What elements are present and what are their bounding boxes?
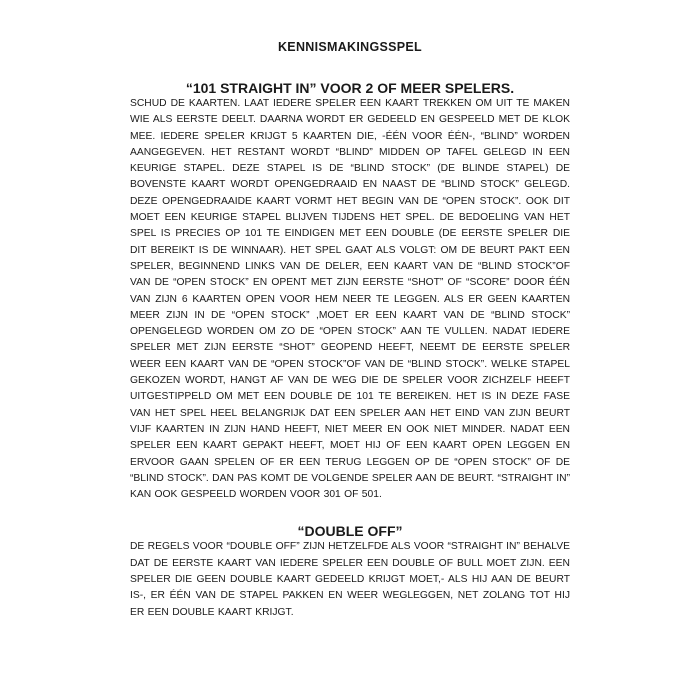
page-title: KENNISMAKINGSSPEL (277, 40, 422, 54)
section-heading-straight-in: “101 STRAIGHT IN” VOOR 2 OF MEER SPELERS. (185, 80, 515, 96)
section-body-straight-in: SCHUD DE KAARTEN. LAAT IEDERE SPELER EEN KAART TREKKEN OM UIT TE MAKEN WIE ALS EERSTE DEELT. DAARNA WORDT ER GEDEELD EN GESPEELD MET DE KLOK MEE. IEDERE SPELER KRIJGT 5 KAARTEN DIE, -ÉÉN VOOR ÉÉN-, “BLIND” WORDEN AANGEGEVEN. HET RESTANT WORDT “BLIND” MIDDEN OP TAFEL GELEGD IN EEN KEURIGE STAPEL. DEZE STAPEL IS DE “BLIND STOCK” (DE BLINDE STAPEL) DE BOVENSTE KAART WORDT OPENGEDRAAID EN NAAST DE “BLIND STOCK” GELEGD. DEZE OPENGEDRAAIDE KAART VORMT HET BEGIN VAN DE “OPEN STOCK”. OOK DIT MOET EEN KEURIGE STAPEL BLIJVEN TIJDENS HET SPEL. DE BEDOELING VAN HET SPEL IS PRECIES OP 101 TE EINDIGEN MET EEN DOUBLE (DE EERSTE SPELER DIE DIT BEREIKT IS DE WINNAAR). HET SPEL GAAT ALS VOLGT: OM DE BEURT PAKT EEN SPELER, BEGINNEND LINKS VAN DE DELER, EEN KAART VAN DE “BLIND STOCK”OF VAN DE “OPEN STOCK” EN OPENT MET ZIJN EERSTE “SHOT” OF “SCORE” DOOR ÉÉN VAN ZIJN 6 KAARTEN OPEN VOOR HEM NEER TE LEGGEN. ALS ER GEEN KAARTEN MEER ZIJN IN DE “OPEN STOCK” ,MOET ER EEN KAART VAN DE “BLIND STOCK” OPENGELEGD WORDEN OM ZO DE “OPEN STOCK” AAN TE VULLEN. NADAT IEDERE SPELER MET ZIJN EERSTE “SHOT” GEOPEND HEEFT, NEEMT DE EERSTE SPELER WEER EEN KAART VAN DE “OPEN STOCK”OF VAN DE “BLIND STOCK”. WELKE STAPEL GEKOZEN WORDT, HANGT AF VAN DE WEG DIE DE SPELER VOOR ZICHZELF HEEFT UITGESTIPPELD OM MET EEN DOUBLE DE 101 TE BEREIKEN. HET IS IN DEZE FASE VAN HET SPEL HEEL BELANGRIJK DAT EEN SPELER AAN HET EIND VAN ZIJN BEURT VIJF KAARTEN IN ZIJN HAND HEEFT, NIET MEER EN OOK NIET MINDER. NADAT EEN SPELER EEN KAART GEPAKT HEEFT, MOET HIJ OF EEN KAART OPEN LEGGEN EN ERVOOR GAAN SPELEN OF ER EEN TERUG LEGGEN OP DE “OPEN STOCK” OF DE “BLIND STOCK”. DAN PAS KOMT DE VOLGENDE SPELER AAN DE BEURT. “STRAIGHT IN” KAN OOK GESPEELD WORDEN VOOR 301 OF 501. (130, 98, 570, 501)
section-body-double-off: DE REGELS VOOR “DOUBLE OFF” ZIJN HETZELFDE ALS VOOR “STRAIGHT IN” BEHALVE DAT DE EERSTE KAART VAN IEDERE SPELER EEN DOUBLE OF BULL MOET ZIJN. EEN SPELER DIE GEEN DOUBLE KAART GEDEELD KRIJGT MOET,- ALS HIJ AAN DE BEURT IS-, ER ÉÉN VAN DE STAPEL PAKKEN EN WEER WEGLEGGEN, NET ZOLANG TOT HIJ ER EEN DOUBLE KAART KRIJGT. (130, 541, 570, 618)
rules-page (130, 40, 570, 621)
section-heading-double-off: “DOUBLE OFF” (297, 523, 403, 540)
